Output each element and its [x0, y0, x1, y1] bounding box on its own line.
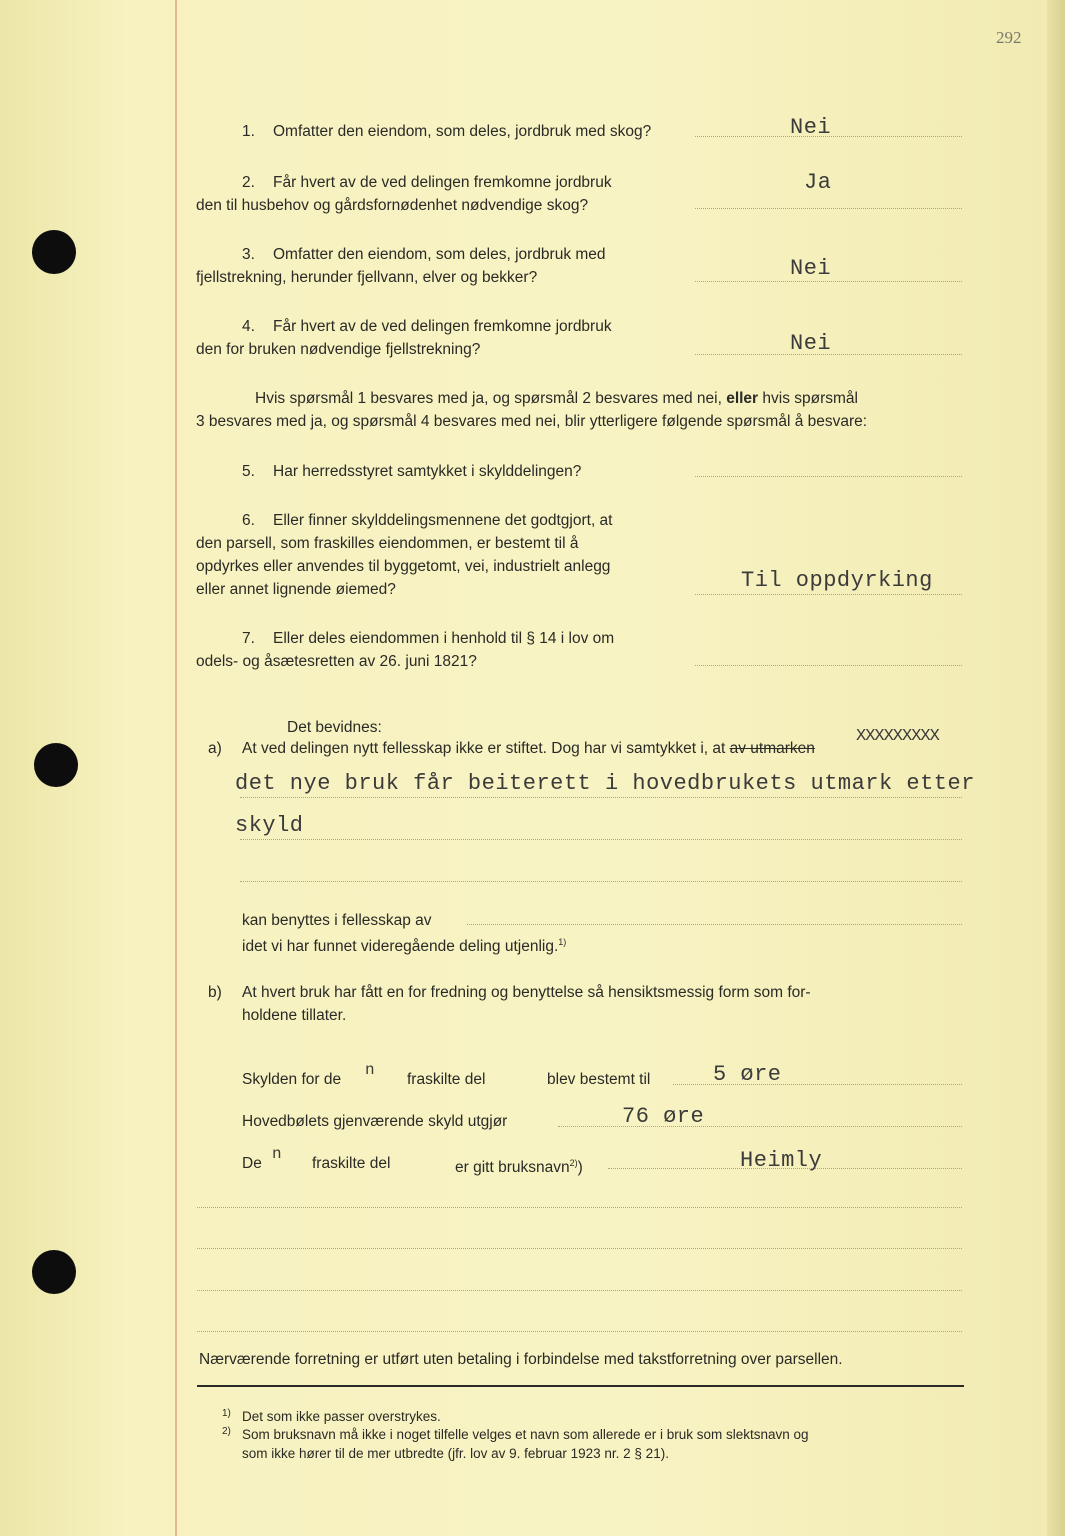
answer-line [695, 208, 962, 209]
question-5-number: 5. [242, 463, 255, 480]
answer-3: Nei [790, 256, 832, 281]
bruksnavn-fraskilte: fraskilte del [312, 1155, 391, 1172]
bruksnavn-typed-n: n [272, 1145, 283, 1163]
page-edge [1047, 0, 1065, 1536]
typed-line-2: skyld [235, 813, 304, 838]
bruksnavn-label-de: De [242, 1155, 262, 1172]
question-4-line2: den for bruken nødvendige fjellstrekning? [196, 341, 481, 358]
fill-line [240, 797, 962, 798]
question-4-line1: Får hvert av de ved delingen fremkomne jordbruk [273, 318, 612, 335]
question-6-line3: opdyrkes eller anvendes til byggetomt, vei, industrielt anlegg [196, 558, 611, 575]
question-6-line1: Eller finner skylddelingsmennene det godtgjort, at [273, 512, 613, 529]
fill-line [240, 839, 962, 840]
fill-line [467, 924, 962, 925]
hovedbol-value: 76 øre [622, 1104, 705, 1129]
answer-line [695, 594, 962, 595]
question-7-line1: Eller deles eiendommen i henhold til § 14 i lov om [273, 630, 615, 647]
punch-hole [32, 230, 76, 274]
margin-line [175, 0, 177, 1536]
intro-line1: Hvis spørsmål 1 besvares med ja, og spørsmål 2 besvares med nei, eller hvis spørsmål [255, 390, 858, 407]
fill-line [558, 1126, 962, 1127]
answer-1: Nei [790, 115, 832, 140]
section-b-label: b) [208, 984, 222, 1001]
question-3-line1: Omfatter den eiendom, som deles, jordbruk med [273, 246, 606, 263]
answer-6: Til oppdyrking [741, 568, 933, 593]
typed-line-1: det nye bruk får beiterett i hovedbrukets utmark etter [235, 771, 975, 796]
question-2-line2: den til husbehov og gårdsfornødenhet nødvendige skog? [196, 197, 589, 214]
closing-statement: Nærværende forretning er utført uten betaling i forbindelse med takstforretning over parsellen. [199, 1351, 843, 1368]
question-6-number: 6. [242, 512, 255, 529]
answer-line [695, 665, 962, 666]
footnote-2-mark: 2) [222, 1426, 231, 1437]
skyld-label: Skylden for de [242, 1071, 342, 1088]
fill-line [197, 1248, 962, 1249]
bevidnes-heading: Det bevidnes: [287, 719, 382, 736]
typed-strikeout: XXXXXXXXX [856, 727, 939, 746]
question-5-text: Har herredsstyret samtykket i skylddelingen? [273, 463, 582, 480]
answer-4: Nei [790, 331, 832, 356]
kan-benyttes-text: kan benyttes i fellesskap av [242, 912, 432, 929]
skyld-bestemt: blev bestemt til [547, 1071, 651, 1088]
fill-line [197, 1331, 962, 1332]
bruksnavn-value: Heimly [740, 1148, 823, 1173]
footnote-1-text: Det som ikke passer overstrykes. [242, 1409, 441, 1424]
question-2-line1: Får hvert av de ved delingen fremkomne jordbruk [273, 174, 612, 191]
question-3-number: 3. [242, 246, 255, 263]
section-a-text: At ved delingen nytt fellesskap ikke er stiftet. Dog har vi samtykket i, at av utmarken [242, 740, 815, 757]
question-2-number: 2. [242, 174, 255, 191]
skyld-value: 5 øre [713, 1062, 782, 1087]
footnote-2-line1: Som bruksnavn må ikke i noget tilfelle velges et navn som allerede er i bruk som slektsnavn og [242, 1427, 809, 1442]
footnote-rule [197, 1385, 964, 1387]
section-b-line2: holdene tillater. [242, 1007, 347, 1024]
page-number: 292 [996, 28, 1022, 47]
punch-hole [34, 743, 78, 787]
bruksnavn-label: er gitt bruksnavn$^{2)}$) [455, 1158, 583, 1177]
question-1-number: 1. [242, 123, 255, 140]
fill-line [197, 1207, 962, 1208]
fill-line [240, 881, 962, 882]
punch-hole [32, 1250, 76, 1294]
skyld-fraskilte: fraskilte del [407, 1071, 486, 1088]
section-b-line1: At hvert bruk har fått en for fredning og benyttelse så hensiktsmessig form som for- [242, 984, 811, 1001]
section-a-label: a) [208, 740, 222, 757]
question-7-line2: odels- og åsætesretten av 26. juni 1821? [196, 653, 477, 670]
answer-2: Ja [804, 170, 832, 195]
skyld-typed-n: n [365, 1061, 376, 1079]
question-3-line2: fjellstrekning, herunder fjellvann, elver og bekker? [196, 269, 538, 286]
answer-line [695, 281, 962, 282]
answer-line [695, 476, 962, 477]
question-6-line2: den parsell, som fraskilles eiendommen, er bestemt til å [196, 535, 579, 552]
fill-line [197, 1290, 962, 1291]
question-4-number: 4. [242, 318, 255, 335]
question-1-text: Omfatter den eiendom, som deles, jordbruk med skog? [273, 123, 652, 140]
footnote-2-line2: som ikke hører til de mer utbredte (jfr. lov av 9. februar 1923 nr. 2 § 21). [242, 1446, 669, 1461]
idet-text: idet vi har funnet videregående deling utjenlig.$^{1)}$ [242, 937, 567, 956]
question-7-number: 7. [242, 630, 255, 647]
intro-line2: 3 besvares med ja, og spørsmål 4 besvares med nei, blir ytterligere følgende spørsmål å besvare: [196, 413, 868, 430]
hovedbol-label: Hovedbølets gjenværende skyld utgjør [242, 1113, 508, 1130]
footnote-1-mark: 1) [222, 1408, 231, 1419]
question-6-line4: eller annet lignende øiemed? [196, 581, 396, 598]
